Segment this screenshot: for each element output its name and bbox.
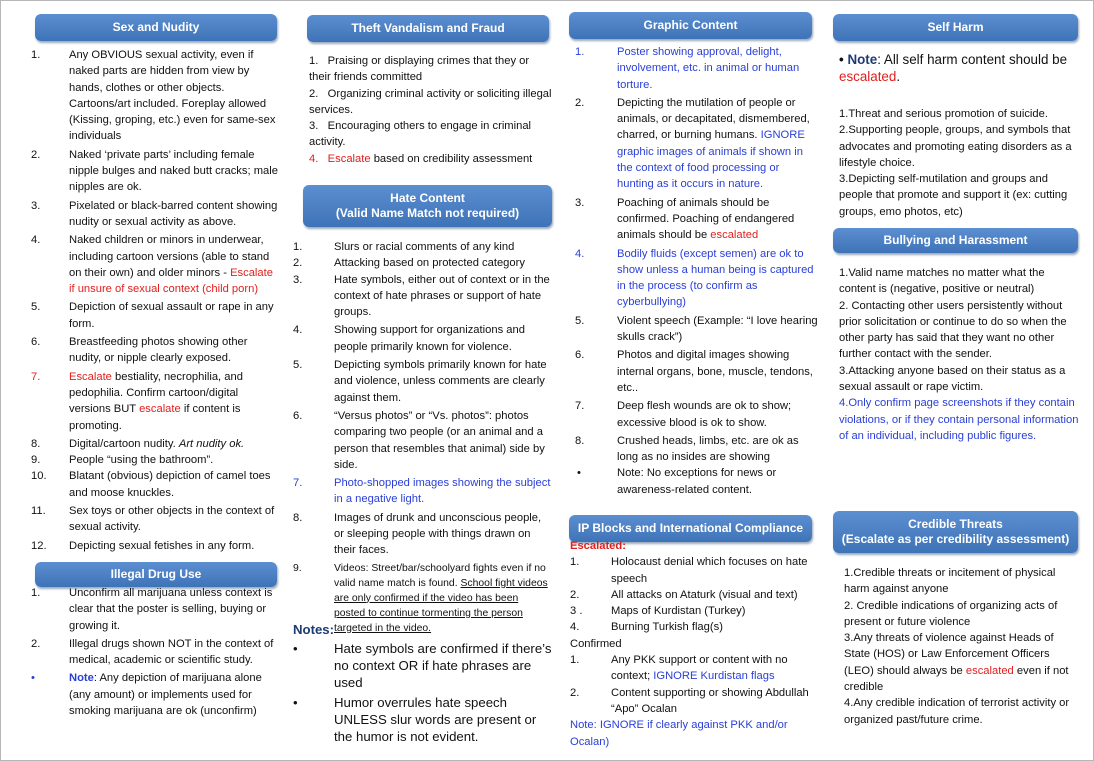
list-item: 4. Burning Turkish flag(s) bbox=[570, 621, 723, 634]
list-item: 3 . Maps of Kurdistan (Turkey) bbox=[570, 605, 746, 618]
list-item: 8. Digital/cartoon nudity. Art nudity ok. bbox=[31, 437, 245, 450]
list-item: 2. Credible indications of organizing acts of present or future violence bbox=[844, 599, 1058, 628]
section-title: Hate Content bbox=[390, 191, 465, 205]
threats-header bbox=[833, 511, 1078, 553]
list-item: 2. Content supporting or showing Abdullah “Apo” Ocalan bbox=[570, 686, 809, 715]
list-item: 1. Praising or displaying crimes that they or their friends committed bbox=[309, 55, 530, 84]
list-item: 3. Hate symbols, either out of context or in the context of hate phrases or support of hate groups. bbox=[293, 273, 550, 319]
list-item: 8. Images of drunk and unconscious people, or sleeping people with things drawn on their faces. bbox=[293, 511, 542, 557]
section-title: Bullying and Harassment bbox=[883, 233, 1028, 247]
theft-header bbox=[307, 15, 549, 42]
list-item: 9. Videos: Street/bar/schoolyard fights even if no valid name match is found. School fight videos are only confirmed if the video has been posted to continue tormenting the person targeted in the video. bbox=[293, 562, 548, 634]
list-item: 1. Poster showing approval, delight, involvement, etc. in animal or human torture. bbox=[575, 46, 800, 91]
drug-note: • Note: Any depiction of marijuana alone (any amount) or implements used for smoking marijuana are ok (unconfirm) bbox=[31, 672, 262, 718]
notes-title: Notes: bbox=[293, 622, 335, 637]
list-item: 2.Supporting people, groups, and symbols that advocates and promoting eating disorders as a lifestyle choice. bbox=[839, 124, 1072, 169]
list-item: 3.Attacking anyone based on their status as a sexual assault or rape victim. bbox=[839, 364, 1066, 394]
list-item: 10. Blatant (obvious) depiction of camel toes and moose knuckles. bbox=[31, 470, 271, 499]
illegal-drug-list bbox=[31, 585, 279, 719]
list-item: 5. Depiction of sexual assault or rape in any form. bbox=[31, 301, 274, 330]
list-item: 3. Encouraging others to engage in criminal activity. bbox=[309, 120, 532, 149]
list-item: 6. “Versus photos” or “Vs. photos”: photos comparing two people (or an animal and a person that resembles that animal) side by side. bbox=[293, 409, 545, 471]
list-item: 7. Photo-shopped images showing the subject in a negative light. bbox=[293, 477, 551, 506]
list-item: 1. Any OBVIOUS sexual activity, even if naked parts are hidden from view by hands, clothes or other objects. Cartoons/art included. Foreplay allowed (Kissing, groping, etc.) even for same-sex individuals bbox=[31, 49, 276, 143]
theft-list bbox=[309, 53, 553, 167]
section-subtitle: (Escalate as per credibility assessment) bbox=[841, 532, 1070, 546]
list-item: 1. Any PKK support or content with no context; IGNORE Kurdistan flags bbox=[570, 654, 788, 683]
list-item: 2. Contacting other users persistently without prior solicitation or continue to do so when the other party has said that they want no other further contact with the sender. bbox=[839, 299, 1067, 361]
section-subtitle: (Valid Name Match not required) bbox=[335, 206, 520, 220]
ip-note: Note: IGNORE if clearly against PKK and/or Ocalan) bbox=[570, 719, 788, 748]
section-title: IP Blocks and International Compliance bbox=[577, 521, 804, 535]
section-title: Theft Vandalism and Fraud bbox=[351, 21, 505, 35]
list-item: 7. Deep flesh wounds are ok to show; excessive blood is ok to show. bbox=[575, 400, 792, 429]
illegal-drug-header bbox=[35, 562, 277, 587]
list-item: 3. Poaching of animals should be confirmed. Poaching of endangered animals should be escalated bbox=[575, 196, 795, 242]
escalated-label: Escalated: bbox=[570, 540, 626, 552]
list-item: 5. Violent speech (Example: “I love hearing skulls crack”) bbox=[575, 314, 818, 344]
bullying-list bbox=[839, 265, 1079, 444]
list-item: 8. Crushed heads, limbs, etc. are ok as long as no insides are showing bbox=[575, 434, 799, 464]
list-item: 2. Depicting the mutilation of people or animals, or decapitated, dismembered, charred, or burning humans. IGNORE graphic images of animals if shown in the context of food processing or hunting as it occurs in nature. bbox=[575, 96, 810, 191]
hate-list bbox=[293, 239, 552, 636]
self-harm-list bbox=[839, 106, 1075, 220]
list-item: 2. Organizing criminal activity or soliciting illegal services. bbox=[309, 87, 552, 116]
confirmed-label: Confirmed bbox=[570, 637, 622, 650]
list-item: 1.Credible threats or incitement of physical harm against anyone bbox=[844, 567, 1056, 596]
threats-list bbox=[844, 565, 1080, 728]
self-harm-note: • Note: All self harm content should be escalated. bbox=[839, 52, 1068, 84]
list-item: 6. Photos and digital images showing internal organs, bone, muscle, tendons, etc.. bbox=[575, 349, 813, 394]
graphic-header bbox=[569, 12, 812, 39]
list-item: 2. All attacks on Ataturk (visual and text) bbox=[570, 588, 798, 601]
list-item: 1. Slurs or racial comments of any kind bbox=[293, 241, 515, 253]
self-harm-header bbox=[833, 14, 1078, 41]
section-title: Sex and Nudity bbox=[112, 20, 200, 34]
list-item: 4. Bodily fluids (except semen) are ok to show unless a human being is captured in the process (to confirm as cyberbullying) bbox=[575, 247, 814, 309]
section-title: Illegal Drug Use bbox=[110, 567, 202, 581]
list-item: 4.Any credible indication of terrorist activity or organized past/future crime. bbox=[844, 697, 1070, 726]
list-item: 4. Escalate based on credibility assessment bbox=[309, 152, 533, 165]
graphic-list bbox=[575, 44, 819, 498]
section-title: Self Harm bbox=[927, 20, 984, 34]
ip-list bbox=[570, 538, 818, 750]
hate-header bbox=[303, 185, 552, 227]
sex-nudity-header bbox=[35, 14, 277, 41]
list-item: 6. Breastfeeding photos showing other nudity, or nipple clearly exposed. bbox=[31, 336, 248, 365]
list-item: 1. Holocaust denial which focuses on hate speech bbox=[570, 556, 808, 585]
list-item: 3.Depicting self-mutilation and groups and people that promote and support it (ex: cutting groups, emo photos, etc) bbox=[839, 173, 1068, 218]
list-item: 9. People “using the bathroom”. bbox=[31, 454, 214, 467]
list-item: 1. Unconfirm all marijuana unless context is clear that the poster is selling, buying or growing it. bbox=[31, 587, 273, 632]
section-title: Credible Threats bbox=[908, 517, 1003, 531]
list-item: 5. Depicting symbols primarily known for hate and violence, unless comments are clearly against them. bbox=[293, 359, 547, 404]
bullying-header bbox=[833, 228, 1078, 253]
list-item: • Note: No exceptions for news or awareness-related content. bbox=[577, 467, 777, 496]
list-item: 2. Attacking based on protected category bbox=[293, 257, 525, 270]
list-item: 3. Pixelated or black-barred content showing nudity or sexual activity as above. bbox=[31, 199, 278, 228]
list-item: 7. Escalate bestiality, necrophilia, and pedophilia. Confirm cartoon/digital versions BUT escalate if content is promoting. bbox=[31, 370, 243, 432]
list-item: 12. Depicting sexual fetishes in any form. bbox=[31, 539, 255, 552]
note-item: • Humor overrules hate speech UNLESS slur words are present or the humor is not evident. bbox=[293, 695, 537, 744]
note-item: • Hate symbols are confirmed if there’s no context OR if hate phrases are used bbox=[293, 641, 552, 690]
section-title: Graphic Content bbox=[643, 18, 738, 32]
sex-nudity-list bbox=[31, 47, 279, 554]
list-item: 1.Valid name matches no matter what the content is (negative, positive or neutral) bbox=[839, 267, 1045, 296]
list-item: 4.Only confirm page screenshots if they contain violations, or if they contain personal information of an individual, including public figures. bbox=[839, 397, 1079, 442]
list-item: 1.Threat and serious promotion of suicide. bbox=[839, 108, 1048, 120]
list-item: 4. Naked children or minors in underwear, including cartoon versions (able to stand on their own) and older minors - Escalate if unsure of sexual context (child porn) bbox=[31, 234, 273, 296]
hate-notes bbox=[293, 621, 553, 745]
list-item: 2. Illegal drugs shown NOT in the context of medical, academic or scientific study. bbox=[31, 637, 274, 667]
list-item: 11. Sex toys or other objects in the context of sexual activity. bbox=[31, 505, 275, 534]
list-item: 4. Showing support for organizations and people primarily known for violence. bbox=[293, 324, 525, 353]
list-item: 3.Any threats of violence against Heads of State (HOS) or Law Enforcement Officers (LEO) should always be escalated even if not credible bbox=[844, 632, 1069, 694]
list-item: 2. Naked ‘private parts’ including female nipple bulges and naked butt cracks; male nipples are ok. bbox=[31, 148, 278, 194]
